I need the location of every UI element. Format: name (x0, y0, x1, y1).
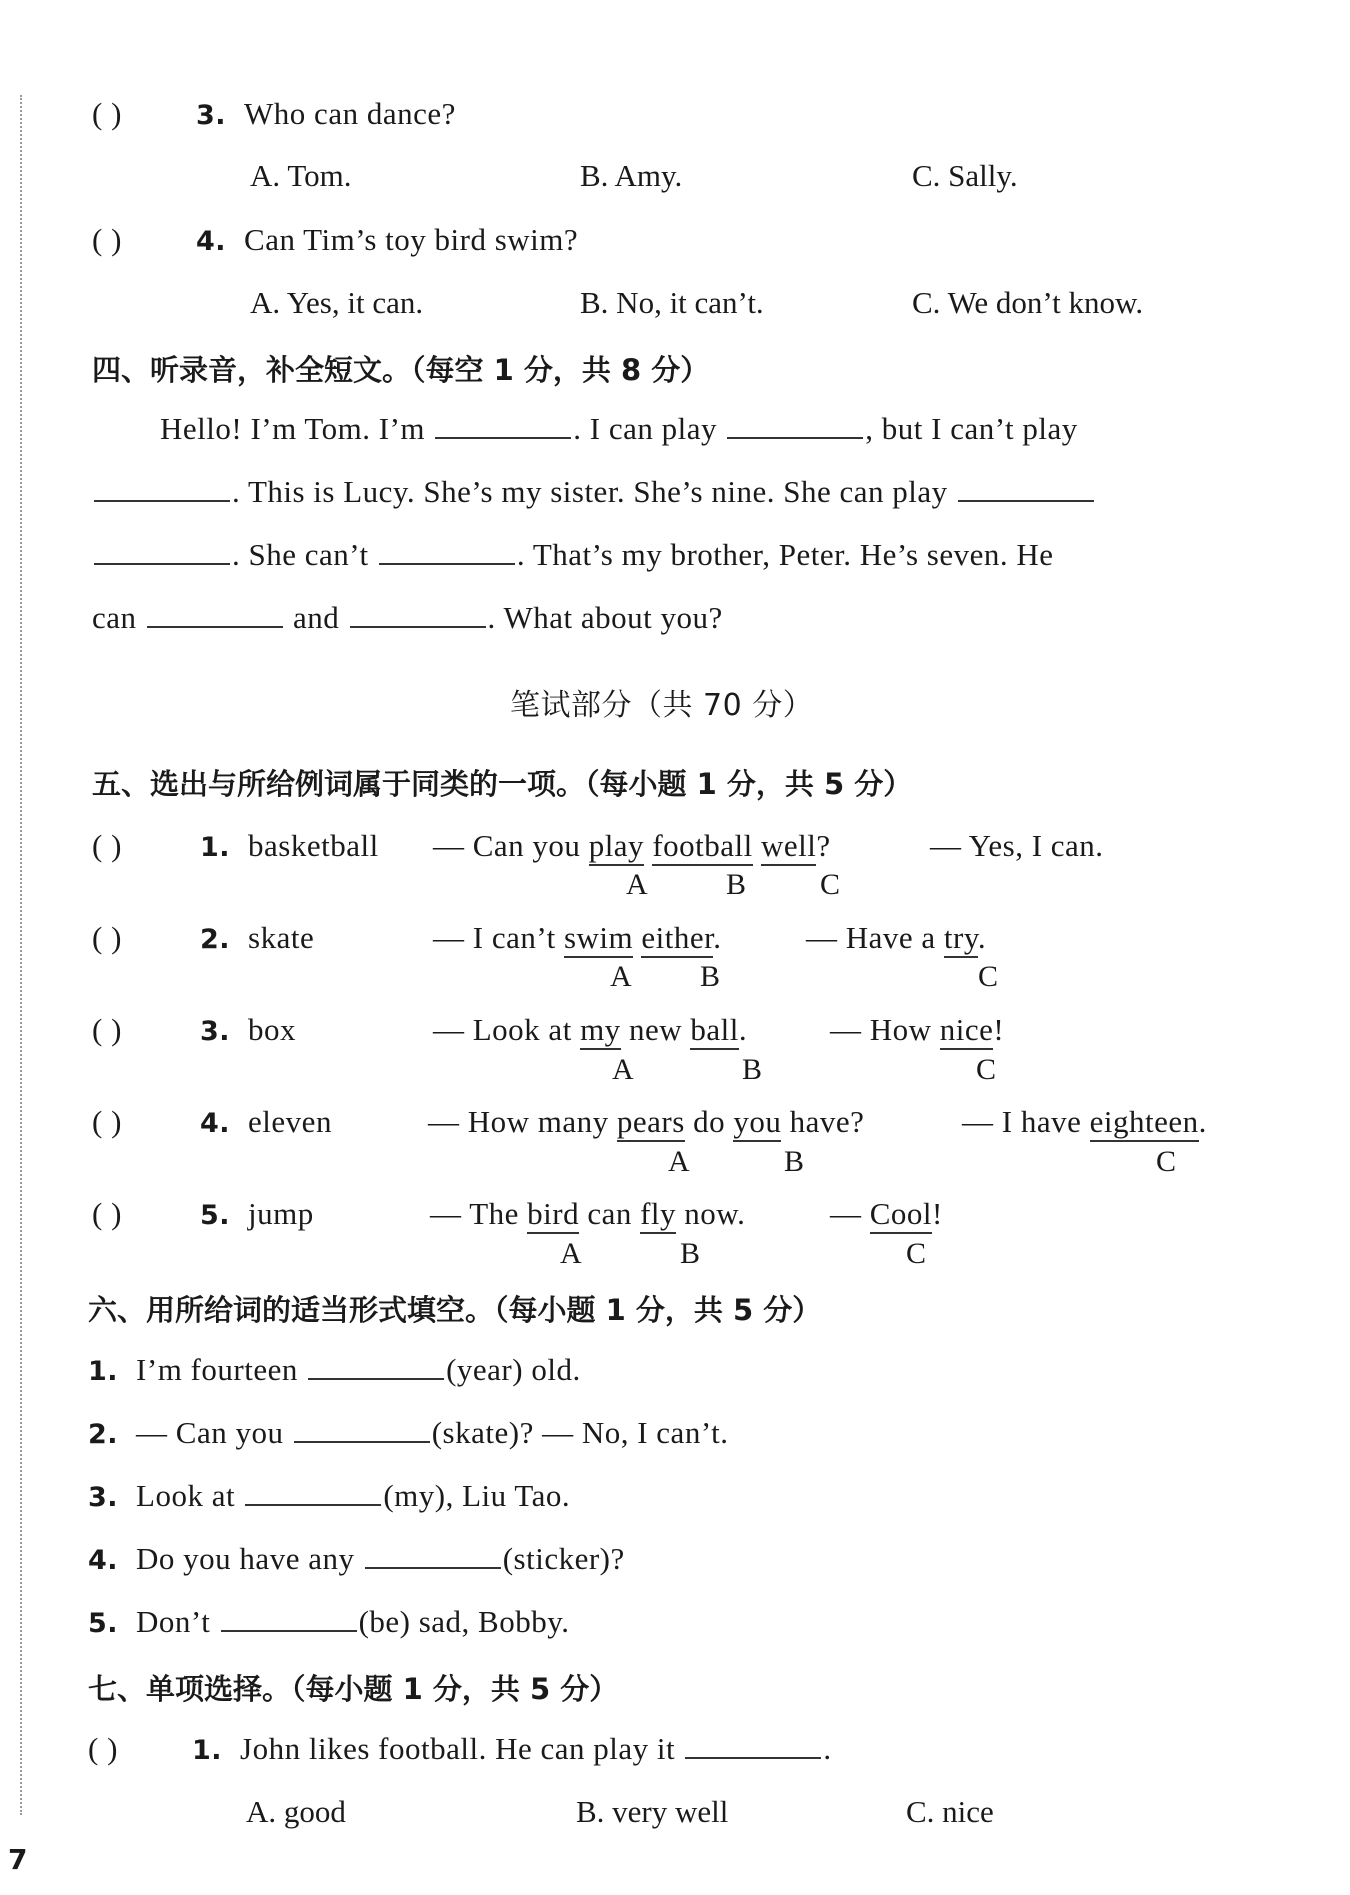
sentence-text: ! (932, 1196, 943, 1231)
answer-paren[interactable]: ( ) (92, 96, 122, 131)
answer-blank[interactable] (379, 562, 515, 565)
question-number: 1. (200, 832, 231, 863)
label-a: A (610, 960, 632, 993)
s5-item-5-reply (830, 1196, 943, 1232)
written-section-title: 笔试部分（共 70 分） (510, 688, 814, 723)
answer-blank[interactable] (350, 625, 486, 628)
item-text: Do you have any (136, 1541, 355, 1576)
s5-item-4-word (200, 1104, 332, 1140)
s5-item-1-reply: — Yes, I can. (930, 828, 1104, 863)
item-text: (year) old. (446, 1352, 581, 1387)
option-b: B. very well (576, 1794, 729, 1829)
label-c: C (820, 868, 841, 901)
s5-item-5 (92, 1196, 196, 1232)
underlined-word: nice (940, 1012, 994, 1050)
underlined-word: ball (690, 1012, 739, 1050)
item-text: (sticker)? (502, 1541, 625, 1576)
passage-text: can (92, 600, 137, 635)
answer-paren[interactable]: ( ) (92, 222, 122, 257)
question-text: John likes football. He can play it (240, 1731, 676, 1766)
sentence-text: now. (684, 1196, 746, 1231)
s5-item-1-sentence (433, 828, 831, 864)
answer-blank[interactable] (365, 1566, 501, 1569)
item-text: — Can you (136, 1415, 284, 1450)
item-text: Look at (136, 1478, 236, 1513)
underlined-word: play (589, 828, 644, 866)
answer-paren[interactable]: ( ) (92, 828, 122, 863)
underlined-word: football (652, 828, 752, 866)
question-number: 1. (88, 1356, 119, 1387)
passage-text: . I can play (573, 411, 718, 446)
s6-item-4 (88, 1541, 625, 1577)
sentence-text: — How many (428, 1104, 609, 1139)
answer-blank[interactable] (94, 562, 230, 565)
answer-paren[interactable]: ( ) (92, 920, 122, 955)
s5-item-4-reply (962, 1104, 1207, 1140)
question-text: . (823, 1731, 832, 1766)
sentence-text: . (738, 1012, 748, 1047)
sentence-text: have? (789, 1104, 865, 1139)
section-6-heading: 六、用所给词的适当形式填空。（每小题 1 分，共 5 分） (88, 1293, 822, 1327)
answer-blank[interactable] (147, 625, 283, 628)
passage-line-2 (92, 474, 1096, 510)
answer-blank[interactable] (727, 436, 863, 439)
sentence-text: — I have (962, 1104, 1082, 1139)
underlined-word: fly (640, 1196, 676, 1234)
question-text: Who can dance? (244, 96, 456, 131)
answer-paren[interactable]: ( ) (92, 1196, 122, 1231)
item-text: (my), Liu Tao. (383, 1478, 571, 1513)
item-text: (skate)? — No, I can’t. (431, 1415, 729, 1450)
sentence-text: ? (816, 828, 831, 863)
s5-item-3-sentence (433, 1012, 747, 1048)
underlined-word: well (761, 828, 816, 866)
answer-blank[interactable] (245, 1503, 381, 1506)
sentence-text: — The (430, 1196, 519, 1231)
answer-paren[interactable]: ( ) (88, 1731, 118, 1766)
underlined-word: Cool (870, 1196, 932, 1234)
sentence-text: new (628, 1012, 683, 1047)
sentence-text: . (977, 920, 987, 955)
example-word: jump (248, 1196, 314, 1231)
label-b: B (726, 868, 747, 901)
option-a: A. Yes, it can. (250, 285, 424, 320)
item-text: Don’t (136, 1604, 211, 1639)
sentence-text: . (1198, 1104, 1207, 1139)
question-number: 4. (196, 226, 227, 257)
label-b: B (680, 1237, 701, 1270)
answer-blank[interactable] (94, 499, 230, 502)
passage-line-1 (160, 411, 1078, 447)
sentence-text: — How (830, 1012, 932, 1047)
option-b: B. Amy. (580, 158, 683, 193)
underlined-word: either (641, 920, 713, 958)
sentence-text: — I can’t (433, 920, 556, 955)
underlined-word: pears (617, 1104, 685, 1142)
sentence-text: — (830, 1196, 862, 1231)
label-b: B (784, 1145, 805, 1178)
sentence-text: can (587, 1196, 632, 1231)
underlined-word: try (944, 920, 978, 958)
answer-blank[interactable] (685, 1756, 821, 1759)
s5-item-3-word (200, 1012, 296, 1048)
s5-item-3 (92, 1012, 196, 1048)
s5-item-2-sentence (433, 920, 722, 956)
sentence-text: — Have a (806, 920, 936, 955)
section-5-heading: 五、选出与所给例词属于同类的一项。（每小题 1 分，共 5 分） (92, 767, 913, 801)
sentence-text: do (693, 1104, 726, 1139)
option-c: C. Sally. (912, 158, 1018, 193)
option-c: C. We don’t know. (912, 285, 1144, 320)
sentence-text: — Can you (433, 828, 581, 863)
question-number: 3. (88, 1482, 119, 1513)
label-c: C (1156, 1145, 1177, 1178)
answer-blank[interactable] (958, 499, 1094, 502)
question-number: 3. (196, 100, 227, 131)
question-number: 3. (200, 1016, 231, 1047)
option-a: A. Tom. (250, 158, 352, 193)
question-number: 5. (200, 1200, 231, 1231)
answer-blank[interactable] (221, 1629, 357, 1632)
s6-item-3 (88, 1478, 570, 1514)
label-a: A (612, 1053, 634, 1086)
s5-item-5-sentence (430, 1196, 745, 1232)
underlined-word: swim (564, 920, 633, 958)
answer-blank[interactable] (294, 1440, 430, 1443)
answer-paren[interactable]: ( ) (92, 1104, 122, 1139)
s5-item-1 (92, 828, 196, 864)
example-word: skate (248, 920, 315, 955)
s5-item-2-reply (806, 920, 986, 956)
underlined-word: you (733, 1104, 781, 1142)
s7-question-1 (88, 1731, 832, 1767)
passage-line-3 (92, 537, 1054, 573)
underlined-word: my (580, 1012, 621, 1050)
binding-margin-line (20, 95, 22, 1815)
s5-item-2 (92, 920, 196, 956)
label-c: C (976, 1053, 997, 1086)
question-number: 1. (192, 1735, 223, 1766)
underlined-word: bird (527, 1196, 579, 1234)
s5-item-1-word (200, 828, 379, 864)
label-a: A (668, 1145, 690, 1178)
label-b: B (742, 1053, 763, 1086)
answer-blank[interactable] (435, 436, 571, 439)
s5-item-2-word (200, 920, 314, 956)
s5-item-3-reply (830, 1012, 1004, 1048)
section-4-heading: 四、听录音，补全短文。（每空 1 分，共 8 分） (92, 353, 710, 387)
question-number: 2. (200, 924, 231, 955)
page-number: 7 (8, 1843, 28, 1876)
s6-item-2 (88, 1415, 728, 1451)
question-text: Can Tim’s toy bird swim? (244, 222, 579, 257)
passage-line-4 (92, 600, 723, 636)
answer-blank[interactable] (308, 1377, 444, 1380)
s5-item-5-word (200, 1196, 314, 1232)
answer-paren[interactable]: ( ) (92, 1012, 122, 1047)
example-word: eleven (248, 1104, 332, 1139)
section-7-heading: 七、单项选择。（每小题 1 分，共 5 分） (88, 1672, 619, 1706)
label-c: C (978, 960, 999, 993)
option-b: B. No, it can’t. (580, 285, 764, 320)
passage-text: . That’s my brother, Peter. He’s seven. He (516, 537, 1054, 572)
passage-text: . What about you? (487, 600, 723, 635)
sentence-text: ! (993, 1012, 1005, 1047)
label-a: A (560, 1237, 582, 1270)
option-c: C. nice (906, 1794, 994, 1829)
s6-item-1 (88, 1352, 581, 1388)
example-word: basketball (248, 828, 379, 863)
label-b: B (700, 960, 721, 993)
s6-item-5 (88, 1604, 569, 1640)
s5-item-4 (92, 1104, 196, 1140)
question-number: 4. (200, 1108, 231, 1139)
question-number: 2. (88, 1419, 119, 1450)
question-4 (92, 222, 578, 258)
question-number: 5. (88, 1608, 119, 1639)
item-text: (be) sad, Bobby. (358, 1604, 570, 1639)
question-number: 4. (88, 1545, 119, 1576)
sentence-text: — Look at (433, 1012, 572, 1047)
item-text: I’m fourteen (136, 1352, 298, 1387)
question-3 (92, 96, 456, 132)
passage-text: . She can’t (232, 537, 369, 572)
label-a: A (626, 868, 648, 901)
label-c: C (906, 1237, 927, 1270)
passage-text: , but I can’t play (865, 411, 1078, 446)
passage-text: . This is Lucy. She’s my sister. She’s nine. She can play (232, 474, 948, 509)
passage-text: and (293, 600, 340, 635)
sentence-text: . (713, 920, 722, 955)
underlined-word: eighteen (1090, 1104, 1199, 1142)
option-a: A. good (246, 1794, 346, 1829)
example-word: box (248, 1012, 297, 1047)
s5-item-4-sentence (428, 1104, 864, 1140)
passage-text: Hello! I’m Tom. I’m (160, 411, 426, 446)
